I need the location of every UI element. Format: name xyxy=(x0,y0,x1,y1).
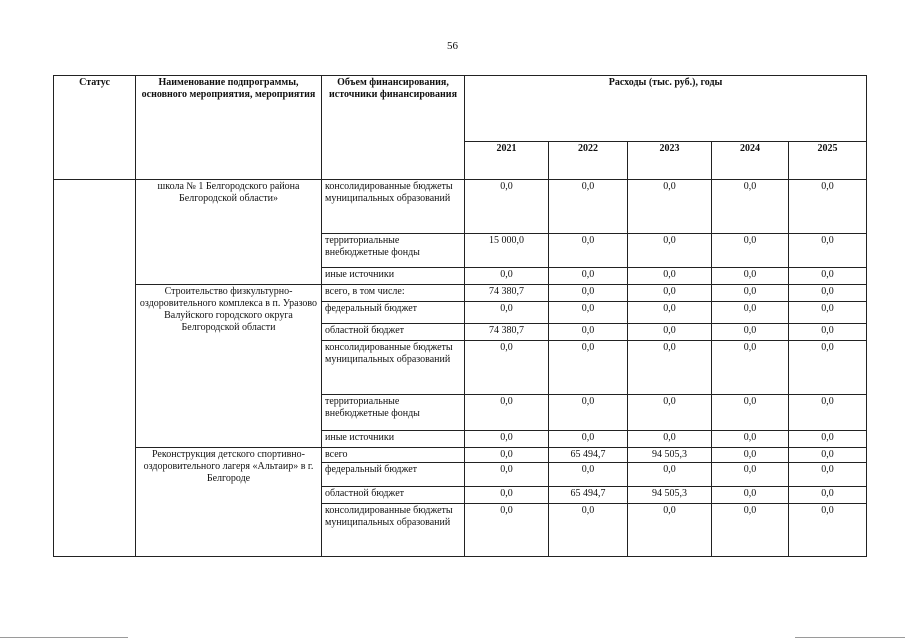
value-cell: 0,0 xyxy=(628,395,712,431)
value-cell: 0,0 xyxy=(628,268,712,285)
value-cell: 0,0 xyxy=(549,324,628,341)
value-cell: 0,0 xyxy=(549,341,628,395)
value-cell: 0,0 xyxy=(549,268,628,285)
table-row xyxy=(54,285,867,302)
value-cell: 0,0 xyxy=(789,180,867,234)
table-row xyxy=(54,448,867,463)
value-cell: 0,0 xyxy=(549,302,628,324)
header-name: Наименование подпрограммы, основного мероприятия, мероприятия xyxy=(136,76,322,180)
scan-artifact-line xyxy=(0,637,128,638)
value-cell: 0,0 xyxy=(465,395,549,431)
header-year: 2023 xyxy=(628,142,712,180)
value-cell: 0,0 xyxy=(712,234,789,268)
value-cell: 0,0 xyxy=(549,395,628,431)
table-row xyxy=(54,180,867,234)
value-cell: 0,0 xyxy=(712,463,789,487)
header-status: Статус xyxy=(54,76,136,180)
value-cell: 0,0 xyxy=(789,302,867,324)
value-cell: 0,0 xyxy=(712,341,789,395)
value-cell: 0,0 xyxy=(628,285,712,302)
value-cell: 0,0 xyxy=(628,504,712,557)
source-cell: консолидированные бюджеты муниципальных образований xyxy=(322,504,465,557)
value-cell: 74 380,7 xyxy=(465,324,549,341)
header-year: 2021 xyxy=(465,142,549,180)
value-cell: 0,0 xyxy=(628,324,712,341)
value-cell: 0,0 xyxy=(465,302,549,324)
header-year: 2022 xyxy=(549,142,628,180)
program-name: Строительство физкультурно-оздоровительного комплекса в п. Уразово Валуйского городского округа Белгородской области xyxy=(136,285,322,448)
program-name: школа № 1 Белгородского района Белгородской области» xyxy=(136,180,322,285)
value-cell: 0,0 xyxy=(465,431,549,448)
header-expenses: Расходы (тыс. руб.), годы xyxy=(465,76,867,142)
value-cell: 0,0 xyxy=(549,234,628,268)
page-number: 56 xyxy=(447,40,458,52)
value-cell: 0,0 xyxy=(789,268,867,285)
value-cell: 0,0 xyxy=(789,487,867,504)
scan-artifact-line xyxy=(795,637,905,638)
value-cell: 0,0 xyxy=(789,463,867,487)
value-cell: 0,0 xyxy=(628,302,712,324)
value-cell: 0,0 xyxy=(789,504,867,557)
header-year: 2025 xyxy=(789,142,867,180)
value-cell: 0,0 xyxy=(712,268,789,285)
value-cell: 94 505,3 xyxy=(628,487,712,504)
status-cell xyxy=(54,180,136,557)
value-cell: 0,0 xyxy=(712,302,789,324)
source-cell: территориальные внебюджетные фонды xyxy=(322,234,465,268)
source-cell: территориальные внебюджетные фонды xyxy=(322,395,465,431)
value-cell: 0,0 xyxy=(549,504,628,557)
value-cell: 0,0 xyxy=(628,463,712,487)
source-cell: всего, в том числе: xyxy=(322,285,465,302)
source-cell: консолидированные бюджеты муниципальных образований xyxy=(322,180,465,234)
value-cell: 0,0 xyxy=(789,341,867,395)
value-cell: 0,0 xyxy=(712,487,789,504)
value-cell: 0,0 xyxy=(712,504,789,557)
value-cell: 0,0 xyxy=(789,448,867,463)
value-cell: 0,0 xyxy=(712,448,789,463)
value-cell: 0,0 xyxy=(465,180,549,234)
value-cell: 0,0 xyxy=(712,180,789,234)
value-cell: 65 494,7 xyxy=(549,448,628,463)
value-cell: 0,0 xyxy=(628,180,712,234)
value-cell: 0,0 xyxy=(712,324,789,341)
value-cell: 74 380,7 xyxy=(465,285,549,302)
program-name: Реконструкция детского спортивно-оздоровительного лагеря «Альтаир» в г. Белгороде xyxy=(136,448,322,557)
value-cell: 0,0 xyxy=(465,341,549,395)
budget-table xyxy=(53,75,867,557)
value-cell: 0,0 xyxy=(465,463,549,487)
value-cell: 0,0 xyxy=(712,395,789,431)
value-cell: 0,0 xyxy=(465,268,549,285)
source-cell: федеральный бюджет xyxy=(322,463,465,487)
source-cell: федеральный бюджет xyxy=(322,302,465,324)
value-cell: 0,0 xyxy=(549,431,628,448)
value-cell: 0,0 xyxy=(712,285,789,302)
value-cell: 0,0 xyxy=(789,285,867,302)
value-cell: 0,0 xyxy=(465,487,549,504)
source-cell: всего xyxy=(322,448,465,463)
value-cell: 0,0 xyxy=(549,285,628,302)
source-cell: консолидированные бюджеты муниципальных образований xyxy=(322,341,465,395)
header-volume: Объем финансирования, источники финансирования xyxy=(322,76,465,180)
value-cell: 0,0 xyxy=(789,324,867,341)
value-cell: 0,0 xyxy=(789,234,867,268)
value-cell: 0,0 xyxy=(789,431,867,448)
value-cell: 0,0 xyxy=(549,463,628,487)
value-cell: 0,0 xyxy=(549,180,628,234)
value-cell: 94 505,3 xyxy=(628,448,712,463)
value-cell: 0,0 xyxy=(465,448,549,463)
value-cell: 0,0 xyxy=(628,431,712,448)
value-cell: 65 494,7 xyxy=(549,487,628,504)
source-cell: иные источники xyxy=(322,268,465,285)
value-cell: 0,0 xyxy=(712,431,789,448)
value-cell: 0,0 xyxy=(465,504,549,557)
value-cell: 0,0 xyxy=(628,234,712,268)
header-year: 2024 xyxy=(712,142,789,180)
value-cell: 0,0 xyxy=(628,341,712,395)
source-cell: областной бюджет xyxy=(322,324,465,341)
value-cell: 15 000,0 xyxy=(465,234,549,268)
value-cell: 0,0 xyxy=(789,395,867,431)
source-cell: иные источники xyxy=(322,431,465,448)
source-cell: областной бюджет xyxy=(322,487,465,504)
